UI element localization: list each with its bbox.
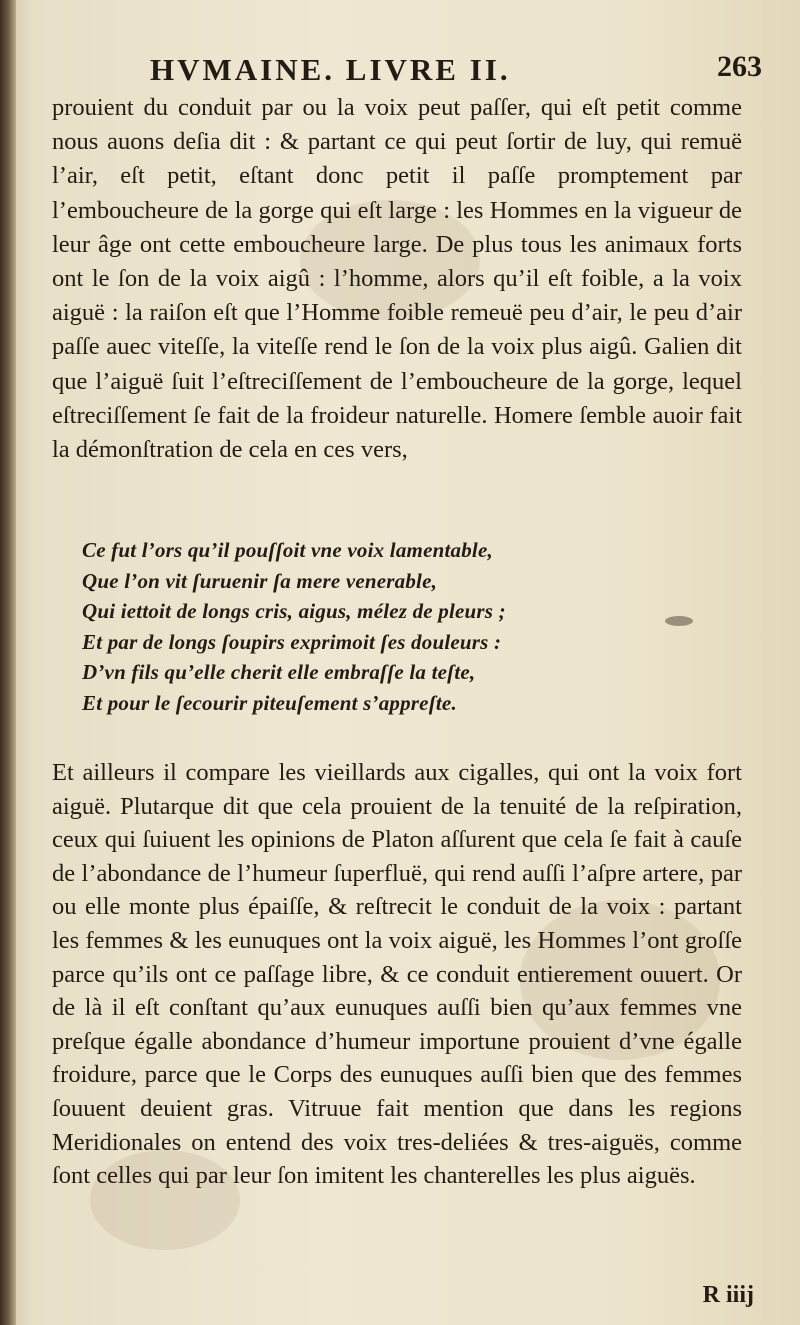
verse-line: Et pour le ſecourir piteuſement s’appreſte. — [82, 690, 457, 715]
verse-line: Ce fut l’ors qu’il pouſſoit vne voix lamentable, — [82, 538, 493, 562]
verse-line: Et par de longs ſoupirs exprimoit ſes douleurs : — [82, 629, 502, 654]
body-paragraph-1: prouient du conduit par ou la voix peut paſſer, qui eſt petit comme nous auons deſia dit : & partant ce qui peut ſortir de luy, qui remuë l’air, eſt petit, eſtant donc petit il paſſe promptement par l’emboucheure de la gorge qui eſt large : les Hommes en la vigueur de leur âge ont cette emboucheure large. De plus tous les animaux forts ont le ſon de la voix aigû : l’homme, alors qu’il eſt foible, a la voix aiguë : la raiſon eſt que l’Homme foible remeuë peu d’air, le peu d’air paſſe auec viteſſe, la viteſſe rend le ſon de la voix plus aigû. Galien dit que l’aiguë ſuit l’eſtreciſſement de l’emboucheure de la gorge, lequel eſtreciſſement ſe fait de la froideur naturelle. Homere ſemble auoir fait la démonſtration de cela en ces vers, — [52, 94, 742, 464]
verse-line: Que l’on vit ſuruenir ſa mere venerable, — [82, 568, 438, 593]
body-paragraph-2: Et ailleurs il compare les vieillards aux cigalles, qui ont la voix fort aiguë. Plutarque dit que cela prouient de la tenuité de la reſpiration, ceux qui ſuiuent les opinions de Platon aſſurent que cela ſe fait à cauſe de l’abondance de l’humeur ſuperfluë, qui rend auſſi l’aſpre artere, par ou elle monte plus épaiſſe, & reſtrecit le conduit de la voix : partant les femmes & les eunuques ont la voix aiguë, les Hommes l’ont groſſe parce qu’ils ont ce paſſage libre, & ce conduit entierement ouuert. Or de là il eſt conſtant qu’aux eunuques auſſi bien qu’aux femmes vne preſque égalle abondance d’humeur importune prouient d’vne égalle froidure, parce que le Corps des eunuques auſſi bien que des femmes ſouuent deuient gras. Vitruue fait mention que dans les regions Meridionales on entend des voix tres-deliées & tres-aiguës, comme ſont celles qui par leur ſon imitent les chanterelles les plus aiguës. — [52, 759, 742, 1190]
page-number: 263 — [717, 50, 762, 83]
ink-smudge — [665, 616, 693, 626]
signature-mark: R iiij — [702, 1282, 754, 1308]
verse-line: D’vn fils qu’elle cherit elle embraſſe la teſte, — [82, 660, 476, 684]
verse-line: Qui iettoit de longs cris, aigus, mélez de pleurs ; — [82, 599, 506, 623]
book-spine-shadow — [0, 0, 16, 1325]
verse-block — [82, 535, 722, 718]
running-head: HVMAINE. LIVRE II. — [150, 52, 511, 87]
